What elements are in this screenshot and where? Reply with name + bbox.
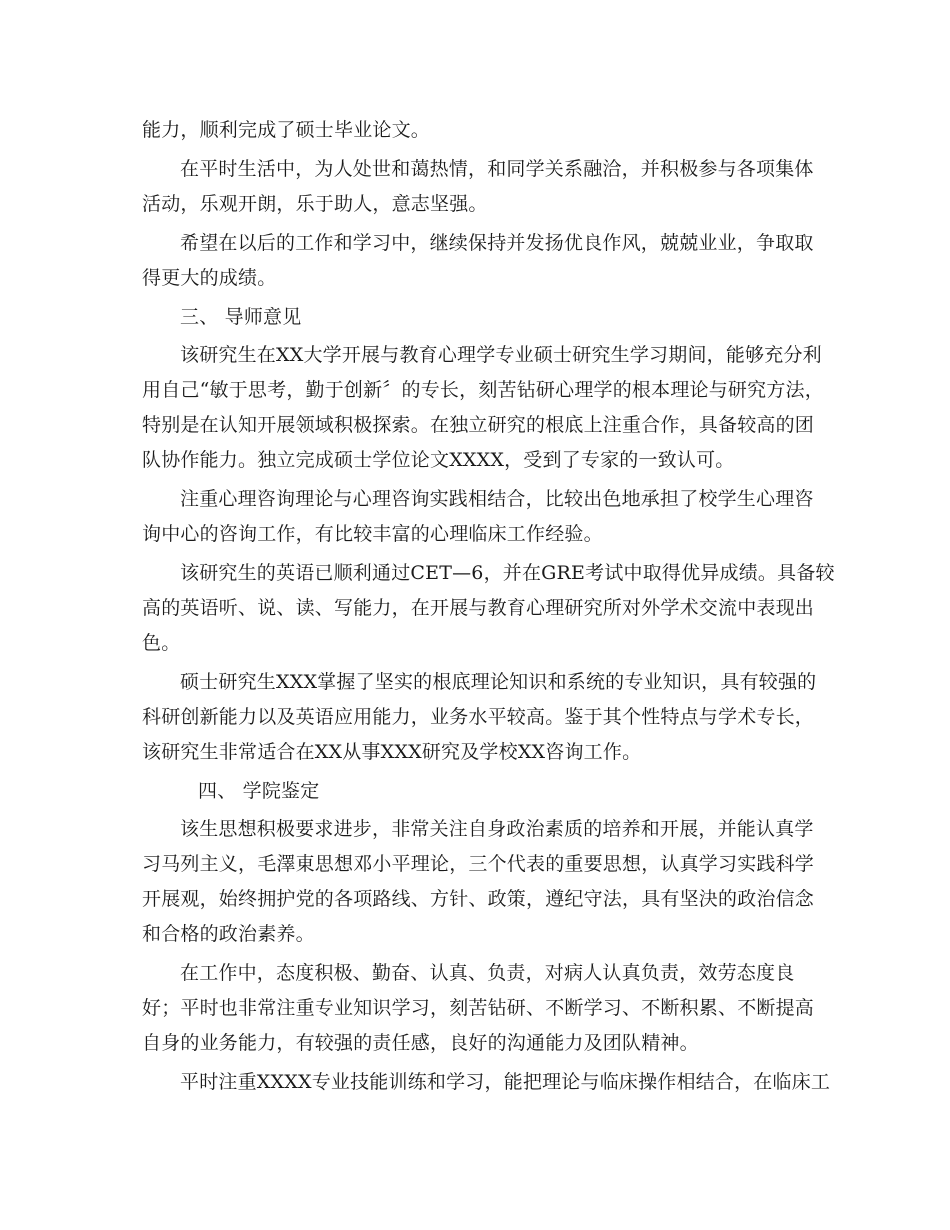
text-line: 该研究生在XX大学开展与教育心理学专业硕士研究生学习期间，能够充分利 xyxy=(180,344,822,366)
text-line: 习马列主义，毛澤東思想邓小平理论，三个代表的重要思想，认真学习实践科学 xyxy=(142,853,815,875)
text-line: 该研究生的英语已顺利通过CET—6，并在GRE考试中取得优异成绩。具备较 xyxy=(180,562,835,584)
text-line: 活动，乐观开朗，乐于助人，意志坚强。 xyxy=(142,193,488,215)
text-line: 自身的业务能力，有较强的责任感，良好的沟通能力及团队精神。 xyxy=(142,1032,699,1054)
text-line: 得更大的成绩。 xyxy=(142,267,277,289)
section-heading: 三、 导师意见 xyxy=(180,306,302,328)
text-line: 色。 xyxy=(142,632,181,654)
section-heading: 四、 学院鉴定 xyxy=(198,780,320,802)
text-line: 特别是在认知开展领域积极探索。在独立研究的根底上注重合作，具备较高的团 xyxy=(142,414,815,436)
text-line: 在平时生活中，为人处世和蔼热情，和同学关系融洽，并积极参与各项集体 xyxy=(180,158,814,180)
text-line: 硕士研究生XXX掌握了坚实的根底理论知识和系统的专业知识，具有较强的 xyxy=(180,671,817,693)
text-line: 注重心理咨询理论与心理咨询实践相结合，比较出色地承担了校学生心理咨 xyxy=(180,488,814,510)
text-line: 希望在以后的工作和学习中，继续保持并发扬优良作风，兢兢业业，争取取 xyxy=(180,232,814,254)
text-line: 和合格的政治素养。 xyxy=(142,923,315,945)
text-line: 在工作中，态度积极、勤奋、认真、负责，对病人认真负责，效劳态度良 xyxy=(180,962,795,984)
text-line: 能力，顺利完成了硕士毕业论文。 xyxy=(142,119,431,141)
text-line: 科研创新能力以及英语应用能力，业务水平较高。鉴于其个性特点与学术专长， xyxy=(142,706,815,728)
text-line: 用自己“敏于思考，勤于创新〞的专长，刻苦钻研心理学的根本理论与研究方法， xyxy=(142,379,824,401)
text-line: 开展观，始终拥护党的各项路线、方针、政策，遵纪守法，具有坚決的政治信念 xyxy=(142,888,815,910)
text-line: 好；平时也非常注重专业知识学习，刻苦钻研、不断学习、不断积累、不断提高 xyxy=(142,997,815,1019)
text-line: 该研究生非常适合在XX从事XXX研究及学校XX咨询工作。 xyxy=(142,741,642,763)
text-line: 询中心的咨询工作，有比较丰富的心理临床工作经验。 xyxy=(142,523,603,545)
text-line: 该生思想积极要求进步，非常关注自身政治素质的培养和开展，并能认真学 xyxy=(180,818,814,840)
text-line: 平时注重XXXX专业技能训练和学习，能把理论与临床操作相结合，在临床工 xyxy=(180,1071,831,1093)
text-line: 高的英语听、说、读、写能力，在开展与教育心理研究所对外学术交流中表现出 xyxy=(142,597,815,619)
text-line: 队协作能力。独立完成硕士学位论文XXXX，受到了专家的一致认可。 xyxy=(142,449,735,471)
